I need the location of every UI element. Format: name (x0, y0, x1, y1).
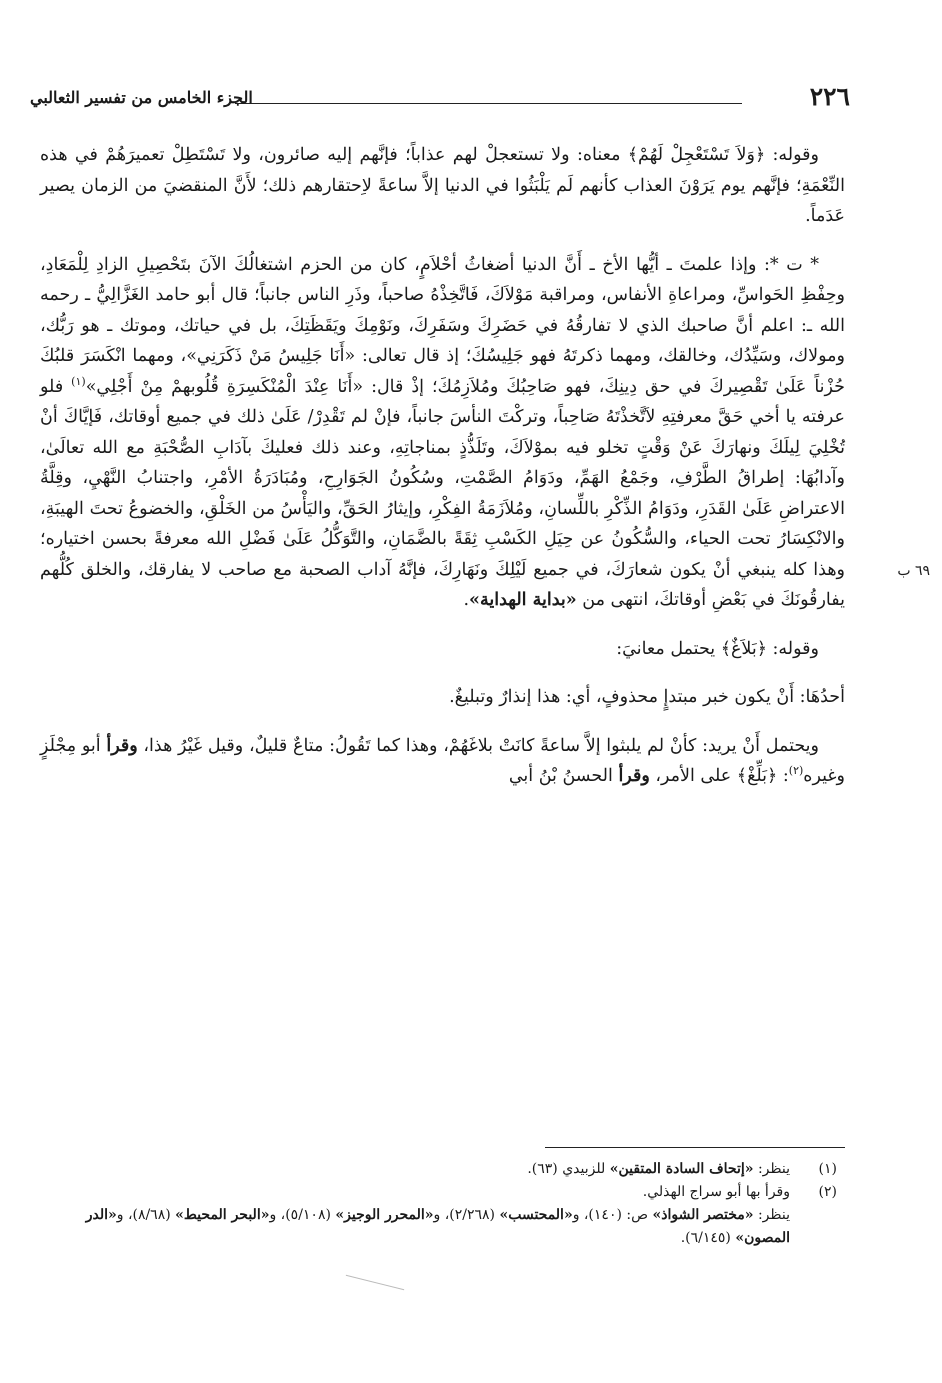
paragraph-2-text-a: * ت *: وإذا علمتَ ـ أيُّها الأخ ـ أَنَّ الدنيا أضغاثُ أحْلاَمٍ، كان من الحزم اشتغالُكَ الآنَ بتَحْصِيلِ الزادِ لِلْمَعَادِ، وحِفْظِ الحَواسِّ، ومراعاةِ الأنفاس، ومراقبة مَوْلاَكَ، فَاتَّخِذْهُ صاحباً، وذَرِ الناس جانباً؛ قال أبو حامد الغَزَّالِيُّ ـ رحمه الله ـ: اعلم أنَّ صاحبك الذي لا تفارقُهُ في حَضَرِكَ وسَفَرِكَ، ونَوْمِكَ ويَقَظَتِكَ، بل في حياتك، وموتك ـ هو رَبُّك، ومولاك، وسَيِّدُك، وخالقك، ومهما ذكرتَهُ فهو جَلِيسُكَ؛ إذ قال تعالى: «أَنَا جَلِيسُ مَنْ ذَكَرَنِي»، ومهما انْكَسَرَ قلبُكَ حُزْناً عَلَىٰ تَقْصِيركَ في حق دِينِكَ، فهو صَاحِبُكَ ومُلاَزِمُكَ؛ إذْ قال: «أَنَا عِنْدَ الْمُنْكَسِرَةِ قُلُوبهمْ مِنْ أَجْلِي» (40, 254, 846, 397)
paragraph-5-text-a: ويحتمل أَنْ يريد: كأنْ لم يلبثوا إلاَّ ساعةً كانَتْ بلاغَهُمْ، وهذا كما تَقُولُ: متاعٌ قليلٌ، وقيل غَيْرُ هذا، (137, 735, 819, 756)
footnote-1 (40, 1158, 845, 1181)
footnote-ref-1[interactable]: (١) (71, 374, 86, 388)
footnote-2-number: (٢) (818, 1184, 837, 1200)
footnote-2-text-f: (٦/١٤٥). (680, 1230, 736, 1246)
main-text (40, 140, 845, 792)
paragraph-5-text-f: الحسنُ بْنُ أبي (508, 766, 619, 786)
footnote-2-line-1: وقرأ بها أبو سراج الهذلي. (642, 1184, 790, 1200)
footnote-2-continuation (40, 1204, 845, 1250)
scan-stray-line (346, 1275, 404, 1290)
footnote-2-text-c: (٢/٢٦٨)، و (433, 1207, 500, 1223)
footnote-2-title-3: «المحرر الوجيز» (335, 1207, 434, 1223)
footnote-separator (545, 1147, 845, 1148)
paragraph-5-text-c: أبو مِجْلَزٍ وغيره (40, 735, 845, 786)
paragraph-2 (40, 250, 845, 616)
footnote-1-title: «إتحاف السادة المتقين» (609, 1161, 754, 1177)
footnote-2-title-5: «الدر المصون» (85, 1207, 790, 1246)
footnote-2-text-b: ص: (١٤٠)، و (572, 1207, 653, 1223)
footnote-2-text-e: (٨/٦٨)، و (116, 1207, 176, 1223)
running-header (30, 82, 850, 122)
reading-label-1: وقرأ (106, 735, 138, 756)
paragraph-5-text-d: : ﴿بَلِّغْ﴾ على الأمر، (649, 766, 789, 786)
header-rule (235, 103, 742, 104)
footnote-1-text-a: ينظر: (753, 1161, 790, 1177)
footnote-2-text-d: (٥/١٠٨)، و (269, 1207, 336, 1223)
footnote-1-text-b: للزبيدي (٦٣). (527, 1161, 610, 1177)
footnote-2-title-2: «المحتسب» (499, 1207, 573, 1223)
running-title: الجزء الخامس من تفسير الثعالبي (30, 88, 253, 107)
footnote-2-title-4: «البحر المحيط» (175, 1207, 270, 1223)
footnote-2-title-1: «مختصر الشواذ» (652, 1207, 754, 1223)
manuscript-folio-note: ٦٩ ب (897, 563, 930, 579)
paragraph-2-end: . (463, 590, 470, 610)
paragraph-2-text-b: فلو عرفته يا أخي حَقَّ معرفتِهِ لاَتَّخذْتَهُ صَاحِباً، وتركْتَ النأسَ جانباً، فإنْ لم تَقْدِرْ/ عَلَىٰ ذلك في جميع أوقاتك، فَإيَّاكَ أنْ تُخْلِيَ لِيلَكَ ونهارَكَ عَنْ وَقْتٍ تخلو فيه بموْلاَكَ، وتَلَذُّذٍ بمناجاتِهِ، وعند ذلك فعليكَ بآدَابِ الصُّحْبَةِ مع الله تعالَىٰ، وآدابُهَا: إطراقُ الطَّرْفِ، وجَمْعُ الهَمِّ، ودَوَامُ الصَّمْتِ، وسُكُونُ الجَوَارِحِ، ومُبَادَرَةُ الأمْرِ، واجتنابُ النَّهْيِ، وقِلَّةُ الاعتراضِ عَلَىٰ القَدَرِ، ودَوَامُ الذِّكْرِ باللِّسانِ، ومُلاَزَمَةُ الفِكْرِ، وإيثارُ الحَقِّ، واليَأْسُ من الخَلْقِ، والخضوعُ تحتَ الهيبَةِ، والانْكِسَارُ تحت الحياء، والسُّكُونُ عن حِيَلِ الكَسْبِ ثِقَةً بالضَّمَانِ، والتَّوَكُّلُ عَلَىٰ فَضْلِ الله معرفةً بحسن اختياره؛ وهذا كله ينبغي أنْ يكون شعارَكَ، في جميع لَيْلِكَ ونَهَارِكَ، فإنَّهُ آداب الصحبة مع صاحب لا يفارقك، والخلق كُلُّهم يفارقُونَكَ في بَعْضِ أوقاتكَ، انتهى من (40, 376, 845, 610)
footnote-ref-2[interactable]: (٢) (788, 764, 804, 778)
reading-label-2: وقرأ (618, 766, 650, 786)
footnote-2-text-a: ينظر: (753, 1207, 790, 1223)
paragraph-1: وقوله: ﴿وَلاَ تَسْتَعْجِلْ لَهُمْ﴾ معناه: ولا تستعجلْ لهم عذاباً؛ فإنَّهم إليه صائرون، ولا تَسْتَطِلْ تعميرَهُمْ في هذه النِّعْمَةِ؛ فإنَّهم يوم يَرَوْنَ العذاب كأنهم لَم يَلْبَثُوا في الدنيا إلاَّ ساعةً لاِحتقارهم ذلك؛ لأَنَّ المنقضيَ من الزمان يصير عَدَماً. (40, 145, 845, 226)
paragraph-3: وقوله: ﴿بَلاَغٌ﴾ يحتمل معانيَ: (616, 638, 819, 659)
page-number: ٢٢٦ (809, 82, 850, 111)
source-title: «بداية الهداية» (469, 590, 577, 610)
footnote-2 (40, 1181, 845, 1204)
footnotes (40, 1158, 845, 1250)
paragraph-5 (40, 731, 845, 792)
paragraph-4: أحدُهَا: أَنْ يكون خبر مبتدإٍ محذوفٍ، أي: هذا إنذارٌ وتبليغٌ. (449, 687, 845, 707)
footnote-1-number: (١) (818, 1161, 837, 1177)
